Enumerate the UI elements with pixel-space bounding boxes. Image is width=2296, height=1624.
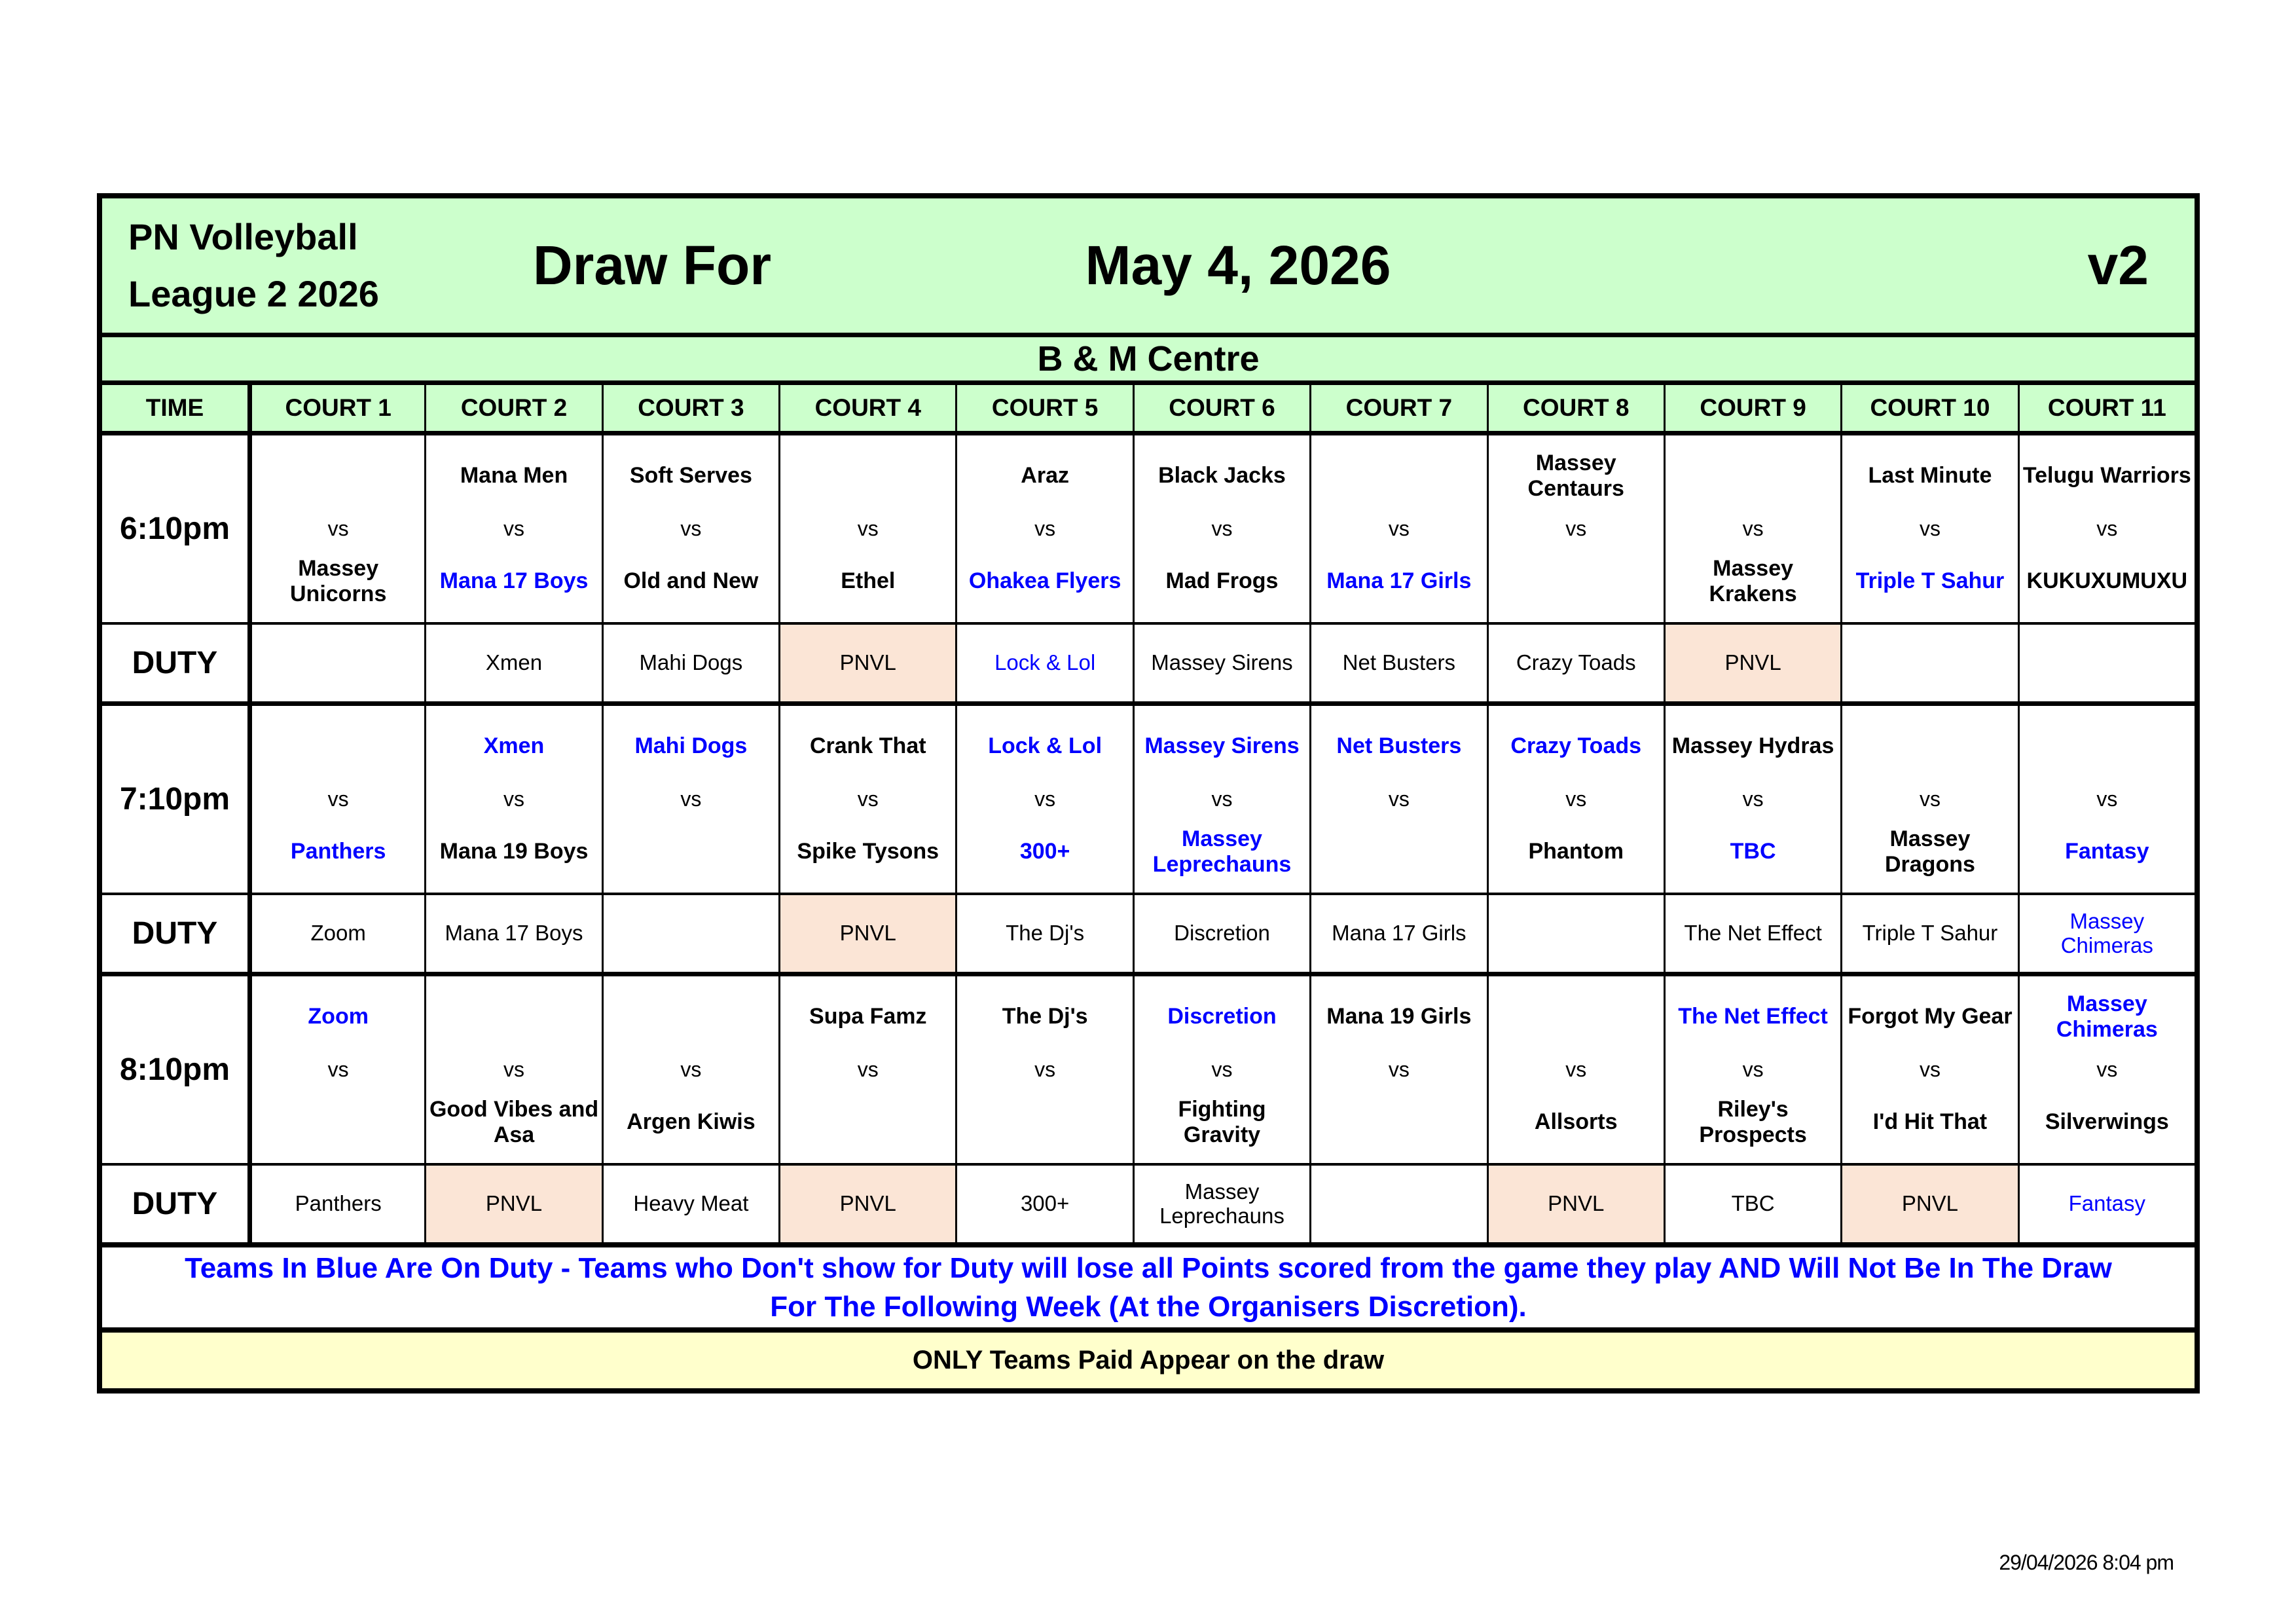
league-title-line2: League 2 2026	[128, 272, 379, 314]
duty-cell-810pm-court4: PNVL	[778, 1166, 955, 1242]
duty-cell-810pm-court3: Heavy Meat	[602, 1166, 778, 1242]
court-header-cell-2: COURT 2	[424, 385, 601, 431]
duty-cell-610pm-court6: Massey Sirens	[1133, 625, 1309, 701]
duty-cell-610pm-court9: PNVL	[1664, 625, 1840, 701]
team-top: Lock & Lol	[988, 733, 1102, 759]
team-bottom: Silverwings	[2045, 1109, 2169, 1135]
court-header-cell-10: COURT 10	[1840, 385, 2017, 431]
time-label-text: 8:10pm	[119, 1052, 230, 1087]
vs-label: vs	[503, 517, 525, 540]
vs-label: vs	[1211, 787, 1233, 811]
court-header-cell-1: COURT 1	[247, 385, 424, 431]
team-top: Crazy Toads	[1510, 733, 1642, 759]
vs-label: vs	[1565, 517, 1587, 540]
team-bottom: Old and New	[623, 568, 759, 594]
duty-cell-710pm-court11: Massey Chimeras	[2018, 895, 2195, 972]
team-top: Massey Centaurs	[1527, 450, 1624, 501]
team-bottom: Ohakea Flyers	[968, 568, 1121, 594]
time-slot-row-810pm	[102, 972, 2195, 1163]
duty-cell-810pm-court9: TBC	[1664, 1166, 1840, 1242]
team-bottom: Massey Krakens	[1709, 555, 1797, 606]
team-bottom: I'd Hit That	[1872, 1109, 1988, 1135]
league-title-line1: PN Volleyball	[128, 215, 358, 257]
team-top: Supa Famz	[809, 1004, 927, 1029]
duty-label: DUTY	[132, 645, 218, 680]
duty-cell-810pm-court6: Massey Leprechauns	[1133, 1166, 1309, 1242]
game-cell-610pm-court10	[1840, 435, 2017, 622]
game-cell-710pm-court6	[1133, 706, 1309, 893]
team-top: Mana Men	[460, 463, 568, 489]
vs-label: vs	[1211, 1058, 1233, 1081]
vs-label: vs	[503, 1058, 525, 1081]
team-bottom: Massey Leprechauns	[1152, 826, 1292, 877]
team-bottom: Ethel	[841, 568, 896, 594]
vs-label: vs	[857, 1058, 879, 1081]
game-cell-710pm-court3	[602, 706, 778, 893]
duty-cell-810pm-court1: Panthers	[247, 1166, 424, 1242]
court-header-row	[102, 380, 2195, 431]
game-cell-610pm-court9	[1664, 435, 1840, 622]
court-header-cell-3: COURT 3	[602, 385, 778, 431]
duty-cell-810pm-court11: Fantasy	[2018, 1166, 2195, 1242]
vs-label: vs	[327, 1058, 349, 1081]
vs-label: vs	[327, 517, 349, 540]
team-top: Discretion	[1167, 1004, 1277, 1029]
game-cell-710pm-court10	[1840, 706, 2017, 893]
time-label-810pm	[102, 976, 247, 1163]
team-bottom: 300+	[1019, 839, 1070, 864]
game-cell-610pm-court7	[1309, 435, 1486, 622]
game-cell-710pm-court1	[247, 706, 424, 893]
team-top: Last Minute	[1868, 463, 1992, 489]
team-top: Massey Sirens	[1144, 733, 1300, 759]
team-bottom: Good Vibes and Asa	[429, 1096, 599, 1147]
game-cell-710pm-court7	[1309, 706, 1486, 893]
game-cell-610pm-court11	[2018, 435, 2195, 622]
team-top: The Dj's	[1002, 1004, 1088, 1029]
vs-label: vs	[1565, 787, 1587, 811]
team-top: Net Busters	[1336, 733, 1462, 759]
duty-label: DUTY	[132, 1186, 218, 1221]
duty-cell-610pm-court8: Crazy Toads	[1487, 625, 1664, 701]
court-header-cell-11: COURT 11	[2018, 385, 2195, 431]
duty-cell-810pm-court10: PNVL	[1840, 1166, 2017, 1242]
team-bottom: KUKUXUMUXU	[2026, 568, 2188, 594]
vs-label: vs	[857, 787, 879, 811]
game-cell-610pm-court5	[955, 435, 1132, 622]
time-label-text: 6:10pm	[119, 511, 230, 546]
team-bottom: Phantom	[1528, 839, 1624, 864]
team-bottom: Triple T Sahur	[1855, 568, 2005, 594]
vs-label: vs	[1034, 787, 1056, 811]
vs-label: vs	[680, 1058, 702, 1081]
team-top: Massey Hydras	[1671, 733, 1834, 759]
team-bottom: Massey Dragons	[1884, 826, 1975, 877]
time-slot-row-710pm	[102, 701, 2195, 893]
vs-label: vs	[2096, 1058, 2118, 1081]
game-cell-710pm-court9	[1664, 706, 1840, 893]
time-label-710pm	[102, 706, 247, 893]
team-bottom: Fighting Gravity	[1178, 1096, 1266, 1147]
team-top: Forgot My Gear	[1848, 1004, 2013, 1029]
duty-cell-610pm-court10	[1840, 625, 2017, 701]
game-cell-810pm-court3	[602, 976, 778, 1163]
league-title	[102, 209, 508, 323]
duty-cell-710pm-court3	[602, 895, 778, 972]
header-row	[102, 198, 2195, 333]
vs-label: vs	[857, 517, 879, 540]
team-top: The Net Effect	[1678, 1004, 1828, 1029]
draw-for-title: Draw For	[532, 234, 772, 296]
duty-note: Teams In Blue Are On Duty - Teams who Don't show for Duty will lose all Points scored from the game they play AND Will Not Be In The Draw For The Following Week (At the Organisers Discretion).	[102, 1242, 2195, 1327]
draw-date: May 4, 2026	[1085, 234, 1391, 296]
team-top: Telugu Warriors	[2022, 463, 2191, 489]
game-cell-810pm-court11	[2018, 976, 2195, 1163]
paid-note: ONLY Teams Paid Appear on the draw	[102, 1327, 2195, 1388]
duty-cell-810pm-court5: 300+	[955, 1166, 1132, 1242]
time-label-text: 7:10pm	[119, 782, 230, 817]
game-cell-610pm-court1	[247, 435, 424, 622]
duty-cell-610pm-court11	[2018, 625, 2195, 701]
duty-cell-710pm-court4: PNVL	[778, 895, 955, 972]
court-header-cell-5: COURT 5	[955, 385, 1132, 431]
game-cell-710pm-court4	[778, 706, 955, 893]
vs-label: vs	[1211, 517, 1233, 540]
game-cell-810pm-court9	[1664, 976, 1840, 1163]
game-cell-810pm-court6	[1133, 976, 1309, 1163]
team-top: Zoom	[308, 1004, 369, 1029]
duty-cell-610pm-court2: Xmen	[424, 625, 601, 701]
team-top: Soft Serves	[629, 463, 752, 489]
team-bottom: Fantasy	[2065, 839, 2149, 864]
game-cell-810pm-court7	[1309, 976, 1486, 1163]
venue-banner: B & M Centre	[102, 333, 2195, 380]
duty-row-610pm	[102, 622, 2195, 701]
game-cell-810pm-court4	[778, 976, 955, 1163]
duty-cell-710pm-court2: Mana 17 Boys	[424, 895, 601, 972]
court-header-cell-4: COURT 4	[778, 385, 955, 431]
team-bottom: Mad Frogs	[1165, 568, 1279, 594]
game-cell-710pm-court2	[424, 706, 601, 893]
team-bottom: Riley's Prospects	[1699, 1096, 1807, 1147]
time-slot-row-610pm	[102, 431, 2195, 622]
duty-row-710pm	[102, 893, 2195, 972]
vs-label: vs	[1919, 787, 1941, 811]
team-bottom: Spike Tysons	[797, 839, 939, 864]
duty-cell-610pm-court5: Lock & Lol	[955, 625, 1132, 701]
game-cell-810pm-court10	[1840, 976, 2017, 1163]
team-bottom: Massey Unicorns	[290, 555, 387, 606]
vs-label: vs	[1742, 517, 1764, 540]
vs-label: vs	[1034, 517, 1056, 540]
game-cell-810pm-court5	[955, 976, 1132, 1163]
duty-cell-610pm-court4: PNVL	[778, 625, 955, 701]
game-cell-610pm-court3	[602, 435, 778, 622]
duty-label: DUTY	[132, 915, 218, 951]
duty-row-810pm	[102, 1163, 2195, 1242]
vs-label: vs	[1742, 787, 1764, 811]
vs-label: vs	[1565, 1058, 1587, 1081]
duty-cell-710pm-court7: Mana 17 Girls	[1309, 895, 1486, 972]
team-top: Black Jacks	[1158, 463, 1286, 489]
court-header-cell-6: COURT 6	[1133, 385, 1309, 431]
vs-label: vs	[1388, 1058, 1410, 1081]
draw-table	[97, 193, 2200, 1393]
team-bottom: Panthers	[290, 839, 386, 864]
vs-label: vs	[1919, 1058, 1941, 1081]
version-label: v2	[2087, 234, 2149, 296]
team-top: Xmen	[483, 733, 545, 759]
game-cell-610pm-court4	[778, 435, 955, 622]
vs-label: vs	[680, 787, 702, 811]
team-bottom: Mana 17 Boys	[439, 568, 589, 594]
team-bottom: Mana 17 Girls	[1326, 568, 1472, 594]
court-header-cell-7: COURT 7	[1309, 385, 1486, 431]
duty-cell-610pm-court7: Net Busters	[1309, 625, 1486, 701]
generated-timestamp: 29/04/2026 8:04 pm	[1999, 1551, 2174, 1574]
duty-cell-810pm-court7	[1309, 1166, 1486, 1242]
team-top: Massey Chimeras	[2056, 991, 2158, 1042]
team-top: Mana 19 Girls	[1326, 1004, 1472, 1029]
duty-cell-610pm-court1	[247, 625, 424, 701]
game-cell-710pm-court8	[1487, 706, 1664, 893]
team-bottom: Mana 19 Boys	[439, 839, 589, 864]
time-label-610pm	[102, 435, 247, 622]
game-cell-710pm-court11	[2018, 706, 2195, 893]
time-header-cell: TIME	[145, 394, 204, 421]
team-top: Mahi Dogs	[634, 733, 748, 759]
team-bottom: Argen Kiwis	[627, 1109, 756, 1135]
vs-label: vs	[1919, 517, 1941, 540]
game-cell-810pm-court2	[424, 976, 601, 1163]
vs-label: vs	[1742, 1058, 1764, 1081]
vs-label: vs	[2096, 787, 2118, 811]
duty-cell-710pm-court10: Triple T Sahur	[1840, 895, 2017, 972]
vs-label: vs	[1034, 1058, 1056, 1081]
duty-cell-710pm-court6: Discretion	[1133, 895, 1309, 972]
team-top: Araz	[1021, 463, 1069, 489]
vs-label: vs	[2096, 517, 2118, 540]
game-cell-610pm-court2	[424, 435, 601, 622]
game-cell-810pm-court8	[1487, 976, 1664, 1163]
team-bottom: TBC	[1730, 839, 1776, 864]
game-cell-710pm-court5	[955, 706, 1132, 893]
game-cell-610pm-court6	[1133, 435, 1309, 622]
vs-label: vs	[1388, 517, 1410, 540]
game-cell-610pm-court8	[1487, 435, 1664, 622]
vs-label: vs	[327, 787, 349, 811]
team-bottom: Allsorts	[1534, 1109, 1618, 1135]
court-header-cell-9: COURT 9	[1664, 385, 1840, 431]
duty-cell-710pm-court9: The Net Effect	[1664, 895, 1840, 972]
vs-label: vs	[503, 787, 525, 811]
court-header-cell-8: COURT 8	[1487, 385, 1664, 431]
vs-label: vs	[680, 517, 702, 540]
duty-cell-810pm-court2: PNVL	[424, 1166, 601, 1242]
duty-cell-610pm-court3: Mahi Dogs	[602, 625, 778, 701]
vs-label: vs	[1388, 787, 1410, 811]
duty-cell-710pm-court1: Zoom	[247, 895, 424, 972]
team-top: Crank That	[809, 733, 926, 759]
duty-cell-810pm-court8: PNVL	[1487, 1166, 1664, 1242]
game-cell-810pm-court1	[247, 976, 424, 1163]
duty-cell-710pm-court8	[1487, 895, 1664, 972]
duty-cell-710pm-court5: The Dj's	[955, 895, 1132, 972]
